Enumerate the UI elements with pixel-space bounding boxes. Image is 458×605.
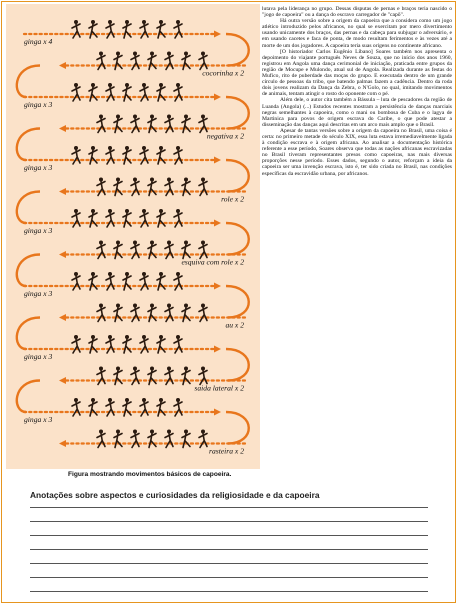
capoeirista-figure-icon — [89, 20, 97, 38]
capoeirista-figure-icon — [72, 209, 80, 227]
capoeirista-figure-icon — [72, 335, 80, 353]
arrow-head-icon — [214, 220, 221, 227]
capoeirista-figure-icon — [72, 398, 80, 416]
capoeirista-figure-icon — [131, 52, 139, 70]
arrow-head-icon — [214, 409, 221, 416]
capoeirista-figure-icon — [148, 115, 156, 133]
movements-diagram — [6, 4, 260, 469]
movement-label: rasteira x 2 — [208, 446, 244, 456]
capoeirista-figure-icon — [89, 335, 97, 353]
turn-arrow — [17, 129, 40, 161]
movement-label: ginga x 3 — [24, 415, 53, 424]
capoeirista-figure-icon — [140, 209, 148, 227]
capoeirista-figure-icon — [131, 367, 139, 385]
turn-arrow — [17, 381, 40, 413]
capoeirista-figure-icon — [72, 83, 80, 101]
movement-label: au x 2 — [225, 320, 244, 330]
writing-line[interactable] — [30, 535, 428, 536]
capoeirista-figure-icon — [157, 272, 165, 290]
capoeirista-figure-icon — [140, 398, 148, 416]
arrow-head-icon — [214, 31, 221, 38]
capoeirista-figure-icon — [106, 83, 114, 101]
capoeirista-figure-icon — [106, 398, 114, 416]
capoeirista-figure-icon — [199, 241, 207, 259]
capoeirista-figure-icon — [72, 272, 80, 290]
capoeirista-figure-icon — [123, 335, 131, 353]
article-paragraph: [O historiador Carlos Eugênio Líbano] Soares também nos apresenta o depoimento do viajante português Neves de Souza, que no início dos anos 1960, registrou em Angola uma dança cerimonial de iniciação, praticada entre grupos da região de Mocupe e Mulondo, atual sul de Angola. Realizada durante as festas do Mufico, rito de puberdade das moças do grupo. E executada dentro de um grande círculo de pessoas da tribo, que batendo palmas fazem a cadência. Dentro da roda dois jovens realizam da Dança da Zebra, o N'Golo, no qual, imitando movimentos de animais, tentam atingir o rosto do oponente com o pé. — [262, 48, 452, 98]
capoeirista-figure-icon — [140, 146, 148, 164]
capoeirista-figure-icon — [131, 430, 139, 448]
movement-label: saida lateral x 2 — [194, 383, 244, 393]
capoeirista-figure-icon — [148, 430, 156, 448]
capoeira-movements-figure — [6, 4, 260, 469]
turn-arrow — [17, 318, 40, 350]
arrow-head-icon — [59, 440, 66, 447]
capoeirista-figure-icon — [199, 430, 207, 448]
capoeirista-figure-icon — [123, 20, 131, 38]
movement-label: ginga x 3 — [24, 289, 53, 298]
turn-arrow — [226, 160, 249, 192]
turn-arrow — [226, 34, 249, 66]
capoeirista-figure-icon — [131, 178, 139, 196]
turn-arrow — [17, 255, 40, 287]
turn-arrow — [17, 66, 40, 98]
capoeirista-figure-icon — [182, 430, 190, 448]
capoeirista-figure-icon — [157, 146, 165, 164]
capoeirista-figure-icon — [140, 83, 148, 101]
capoeirista-figure-icon — [182, 52, 190, 70]
capoeirista-figure-icon — [182, 367, 190, 385]
capoeirista-figure-icon — [97, 178, 105, 196]
article-paragraph: lutava pela liderança no grupo. Dessas disputas de pernas e braços teria nascido o "jogo de capoeira" ou a dança do escravo carregador de "capô". — [262, 6, 452, 19]
arrow-head-icon — [214, 157, 221, 164]
capoeirista-figure-icon — [114, 430, 122, 448]
capoeirista-figure-icon — [114, 241, 122, 259]
capoeirista-figure-icon — [174, 209, 182, 227]
arrow-head-icon — [59, 251, 66, 258]
capoeirista-figure-icon — [97, 52, 105, 70]
capoeirista-figure-icon — [148, 304, 156, 322]
capoeirista-figure-icon — [199, 304, 207, 322]
movement-label: ginga x 3 — [24, 226, 53, 235]
capoeirista-figure-icon — [123, 146, 131, 164]
arrow-head-icon — [59, 125, 66, 132]
article-column — [262, 6, 452, 177]
capoeirista-figure-icon — [89, 272, 97, 290]
capoeirista-figure-icon — [123, 209, 131, 227]
capoeirista-figure-icon — [157, 335, 165, 353]
movement-label: esquiva com role x 2 — [181, 257, 244, 267]
movement-label: ginga x 3 — [24, 163, 53, 172]
article-paragraph: Há outra versão sobre a origem da capoeira que a considera como um jogo atlético introduzido pelos africanos, no qual se exercitam por mero divertimento usando unicamente dos braços, das pernas e da cabeça para subjugar o adversário, e em usando cacetes e faca de ponta, de modo resultam ferimentos e às vezes até a morte de um dos jogadores. A capoeira teria suas origens no continente africano. — [262, 18, 452, 49]
capoeirista-figure-icon — [174, 398, 182, 416]
capoeirista-figure-icon — [89, 83, 97, 101]
capoeirista-figure-icon — [174, 146, 182, 164]
capoeirista-figure-icon — [199, 178, 207, 196]
capoeirista-figure-icon — [106, 335, 114, 353]
writing-line[interactable] — [30, 549, 428, 550]
capoeirista-figure-icon — [140, 20, 148, 38]
turn-arrow — [226, 349, 249, 381]
capoeirista-figure-icon — [199, 52, 207, 70]
capoeirista-figure-icon — [182, 115, 190, 133]
capoeirista-figure-icon — [114, 367, 122, 385]
capoeirista-figure-icon — [165, 52, 173, 70]
capoeirista-figure-icon — [165, 178, 173, 196]
capoeirista-figure-icon — [182, 304, 190, 322]
capoeirista-figure-icon — [157, 20, 165, 38]
capoeirista-figure-icon — [182, 241, 190, 259]
writing-line[interactable] — [30, 591, 428, 592]
capoeirista-figure-icon — [123, 83, 131, 101]
capoeirista-figure-icon — [165, 430, 173, 448]
capoeirista-figure-icon — [199, 115, 207, 133]
capoeirista-figure-icon — [123, 398, 131, 416]
turn-arrow — [226, 286, 249, 318]
capoeirista-figure-icon — [97, 367, 105, 385]
capoeirista-figure-icon — [72, 20, 80, 38]
capoeirista-figure-icon — [72, 146, 80, 164]
capoeirista-figure-icon — [114, 52, 122, 70]
movement-label: ginga x 3 — [24, 352, 53, 361]
article-paragraph: Apesar de tantas versões sobre a origem da capoeira no Brasil, uma coisa é certa: no primeiro metade do século XIX, essa luta estava irremediavelmente ligada à condição escrava e à origem africana. Ao analisar a documentação histórica referente a esse período, Soares observa que todas as nações africanas escravizadas no Brasil tiveram representantes presos como capoeiras, nas mais diversas proporções nesse período. Esses dados, segundo o autor, reforçam a ideia da capoeira ser uma invenção escrava, isto é, ter sido criada no Brasil, nas condições específicas da escravidão urbana, por africanos. — [262, 127, 452, 177]
capoeirista-figure-icon — [148, 178, 156, 196]
arrow-head-icon — [214, 346, 221, 353]
capoeirista-figure-icon — [157, 398, 165, 416]
capoeirista-figure-icon — [148, 241, 156, 259]
article-paragraph: Além dele, o autor cita também a Bássula – luta de pescadores da região de Luanda (Angola) (...) Estudos recentes mostram a persistência de danças marciais negras semelhantes à capoeira, como o mani ou bombosa de Cuba e o lagya de Martinica para povos de origem escrava do Caribe, o que pode atestar a disseminação das danças aqui descritas em um arco mais amplo que o Brasil. — [262, 97, 452, 128]
capoeirista-figure-icon — [131, 115, 139, 133]
arrow-head-icon — [214, 94, 221, 101]
capoeirista-figure-icon — [106, 146, 114, 164]
writing-line[interactable] — [30, 507, 428, 508]
movement-label: cocorinha x 2 — [202, 68, 244, 78]
turn-arrow — [17, 192, 40, 224]
arrow-head-icon — [59, 188, 66, 195]
turn-arrow — [226, 412, 249, 444]
capoeirista-figure-icon — [165, 241, 173, 259]
capoeirista-figure-icon — [114, 304, 122, 322]
figure-caption: Figura mostrando movimentos básicos de capoeira. — [68, 471, 232, 478]
capoeirista-figure-icon — [157, 209, 165, 227]
capoeirista-figure-icon — [140, 335, 148, 353]
capoeirista-figure-icon — [131, 241, 139, 259]
capoeirista-figure-icon — [174, 272, 182, 290]
capoeirista-figure-icon — [165, 367, 173, 385]
capoeirista-figure-icon — [157, 83, 165, 101]
writing-line[interactable] — [30, 577, 428, 578]
arrow-head-icon — [59, 314, 66, 321]
capoeirista-figure-icon — [148, 367, 156, 385]
arrow-head-icon — [59, 377, 66, 384]
capoeirista-figure-icon — [174, 335, 182, 353]
capoeirista-figure-icon — [89, 398, 97, 416]
capoeirista-figure-icon — [174, 20, 182, 38]
capoeirista-figure-icon — [114, 115, 122, 133]
turn-arrow — [226, 97, 249, 129]
capoeirista-figure-icon — [89, 146, 97, 164]
writing-line[interactable] — [30, 563, 428, 564]
capoeirista-figure-icon — [114, 178, 122, 196]
capoeirista-figure-icon — [148, 52, 156, 70]
movement-label: ginga x 4 — [24, 37, 53, 46]
capoeirista-figure-icon — [123, 272, 131, 290]
capoeirista-figure-icon — [174, 83, 182, 101]
capoeirista-figure-icon — [97, 430, 105, 448]
capoeirista-figure-icon — [106, 20, 114, 38]
capoeirista-figure-icon — [106, 272, 114, 290]
movement-label: role x 2 — [221, 194, 244, 204]
notes-title: Anotações sobre aspectos e curiosidades da religiosidade e da capoeira — [30, 490, 320, 500]
turn-arrow — [226, 223, 249, 255]
movement-label: ginga x 3 — [24, 100, 53, 109]
movement-label: negativa x 2 — [206, 131, 244, 141]
capoeirista-figure-icon — [140, 272, 148, 290]
arrow-head-icon — [214, 283, 221, 290]
writing-line[interactable] — [30, 521, 428, 522]
capoeirista-figure-icon — [89, 209, 97, 227]
capoeirista-figure-icon — [182, 178, 190, 196]
capoeirista-figure-icon — [165, 115, 173, 133]
capoeirista-figure-icon — [165, 304, 173, 322]
capoeirista-figure-icon — [97, 115, 105, 133]
capoeirista-figure-icon — [131, 304, 139, 322]
capoeirista-figure-icon — [106, 209, 114, 227]
capoeirista-figure-icon — [199, 367, 207, 385]
capoeirista-figure-icon — [97, 304, 105, 322]
arrow-head-icon — [59, 62, 66, 69]
capoeirista-figure-icon — [97, 241, 105, 259]
